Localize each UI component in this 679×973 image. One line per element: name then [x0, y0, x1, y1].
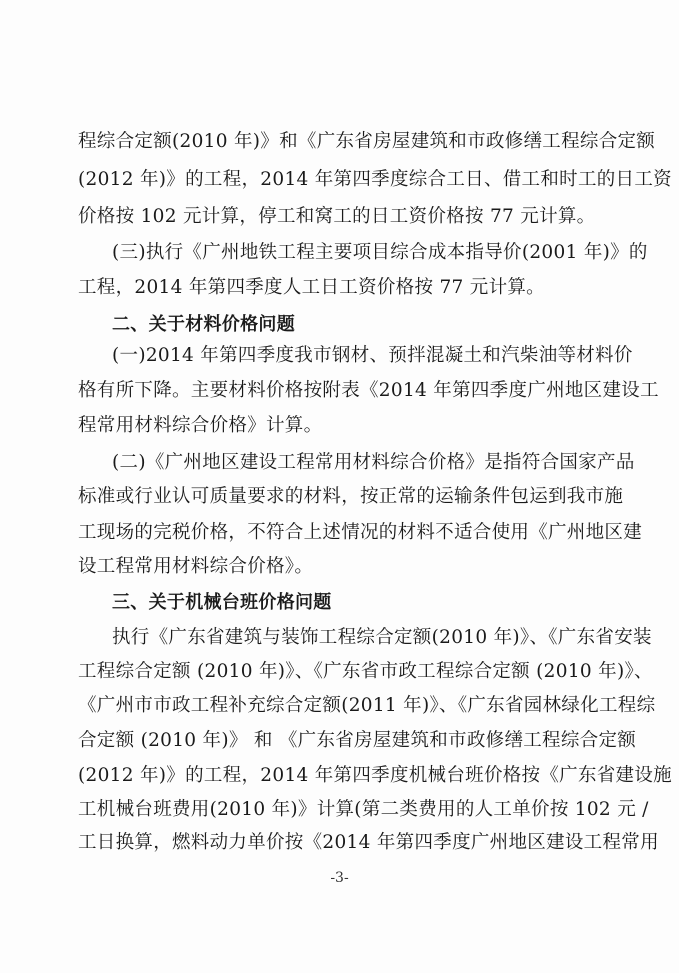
text-line: 工程，2014 年第四季度人工日工资价格按 77 元计算。 [78, 277, 545, 298]
text-line: 格有所下降。主要材料价格按附表《2014 年第四季度广州地区建设工 [78, 380, 659, 401]
page-number: -3- [330, 870, 349, 886]
text-line: (2012 年)》的工程，2014 年第四季度综合工日、借工和时工的日工资 [78, 169, 672, 190]
text-line: 工现场的完税价格，不符合上述情况的材料不适合使用《广州地区建 [78, 522, 643, 543]
text-line: 工日换算，燃料动力单价按《2014 年第四季度广州地区建设工程常用 [78, 832, 659, 853]
section-heading: 三、关于机械台班价格问题 [112, 592, 332, 613]
text-line: 程综合定额(2010 年)》和《广东省房屋建筑和市政修缮工程综合定额 [78, 131, 656, 152]
text-line: 标准或行业认可质量要求的材料，按正常的运输条件包运到我市施 [78, 486, 624, 507]
section-heading: 二、关于材料价格问题 [112, 314, 295, 335]
text-line: 工机械台班费用(2010 年)》计算(第二类费用的人工单价按 102 元 / [78, 799, 649, 820]
text-line: 工程综合定额 (2010 年)》、《广东省市政工程综合定额 (2010 年)》、 [78, 661, 653, 682]
text-line: 设工程常用材料综合价格》。 [78, 556, 314, 577]
text-line: 《广州市市政工程补充综合定额(2011 年)》、《广东省园林绿化工程综 [78, 695, 656, 716]
text-line: 价格按 102 元计算，停工和窝工的日工资价格按 77 元计算。 [78, 206, 596, 227]
text-line: (一)2014 年第四季度我市钢材、预拌混凝土和汽柴油等材料价 [112, 345, 633, 366]
text-line: 合定额 (2010 年)》 和 《广东省房屋建筑和市政修缮工程综合定额 [78, 730, 637, 751]
text-line: (三)执行《广州地铁工程主要项目综合成本指导价(2001 年)》的 [112, 242, 648, 263]
text-line: 执行《广东省建筑与装饰工程综合定额(2010 年)》、《广东省安装 [112, 627, 652, 648]
text-line: 程常用材料综合价格》计算。 [78, 415, 323, 436]
text-line: (2012 年)》的工程，2014 年第四季度机械台班价格按《广东省建设施 [78, 765, 672, 786]
text-line: (二)《广州地区建设工程常用材料综合价格》是指符合国家产品 [112, 452, 635, 473]
